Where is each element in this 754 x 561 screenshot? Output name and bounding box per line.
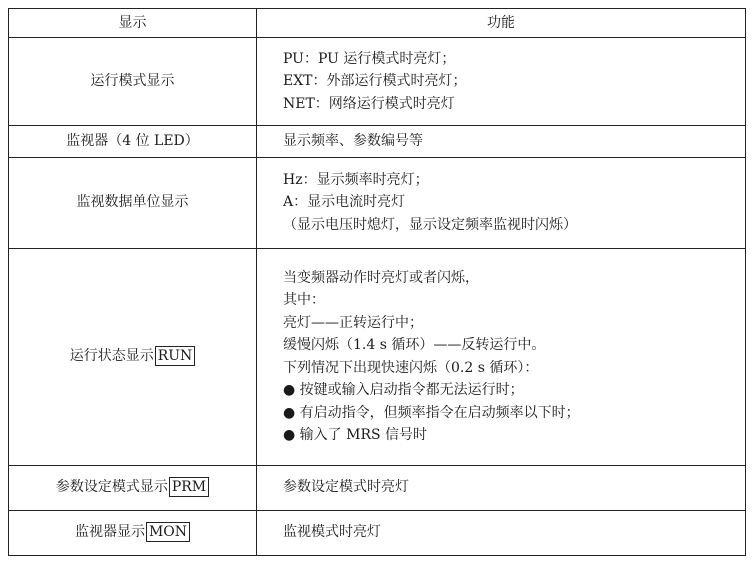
row-function-cell [257,157,746,248]
function-table [8,8,746,556]
table-row [9,157,746,248]
table-row [9,248,746,465]
header-display: 显示 [9,9,257,38]
row-display-label: 参数设定模式显示 [55,479,168,496]
row-display-label: 监视器（4 位 LED） [66,133,199,149]
function-line: NET：网络运行模式时亮灯 [283,95,455,112]
function-line: ● 有启动指令，但频率指令在启动频率以下时； [283,404,580,421]
row-display-label: 监视数据单位显示 [76,194,189,211]
table-row [9,510,746,555]
function-line: 显示频率、参数编号等 [283,133,423,149]
prm-indicator-box: PRM [169,477,209,497]
row-display-label: 监视器显示 [74,524,145,541]
function-line: 监视模式时亮灯 [283,524,381,541]
function-line: 下列情况下出现快速闪烁（0.2 s 循环）： [283,359,539,376]
function-line: 缓慢闪烁（1.4 s 循环）——反转运行中。 [283,337,546,353]
function-line: ● 按键或输入启动指令都无法运行时； [283,382,524,398]
row-display-cell [9,157,257,248]
function-line: PU：PU 运行模式时亮灯； [283,50,456,67]
table-row [9,465,746,510]
function-line: 当变频器动作时亮灯或者闪烁， [283,269,479,286]
function-line: EXT：外部运行模式时亮灯； [283,73,467,90]
row-function-cell [257,510,746,555]
function-line: A：显示电流时亮灯 [283,194,406,211]
function-line: 亮灯——正转运行中； [283,314,423,331]
row-function-cell [257,38,746,126]
run-indicator-box: RUN [155,346,196,366]
row-function-cell [257,248,746,465]
row-display-cell [9,465,257,510]
row-function-cell [257,465,746,510]
header-row [9,9,746,38]
table-row [9,126,746,158]
row-display-cell [9,510,257,555]
function-line: 参数设定模式时亮灯 [283,479,409,496]
row-display-label: 运行模式显示 [90,73,175,90]
function-line: 其中： [283,292,325,308]
row-display-label: 运行状态显示 [69,348,154,365]
table-row [9,38,746,126]
mon-indicator-box: MON [146,522,190,542]
row-display-cell [9,126,257,158]
row-display-cell [9,38,257,126]
header-function: 功能 [257,9,746,38]
row-function-cell [257,126,746,158]
function-line: （显示电压时熄灯，显示设定频率监视时闪烁） [283,216,577,233]
function-line: ● 输入了 MRS 信号时 [283,427,428,443]
function-line: Hz：显示频率时亮灯； [283,171,429,188]
row-display-cell [9,248,257,465]
